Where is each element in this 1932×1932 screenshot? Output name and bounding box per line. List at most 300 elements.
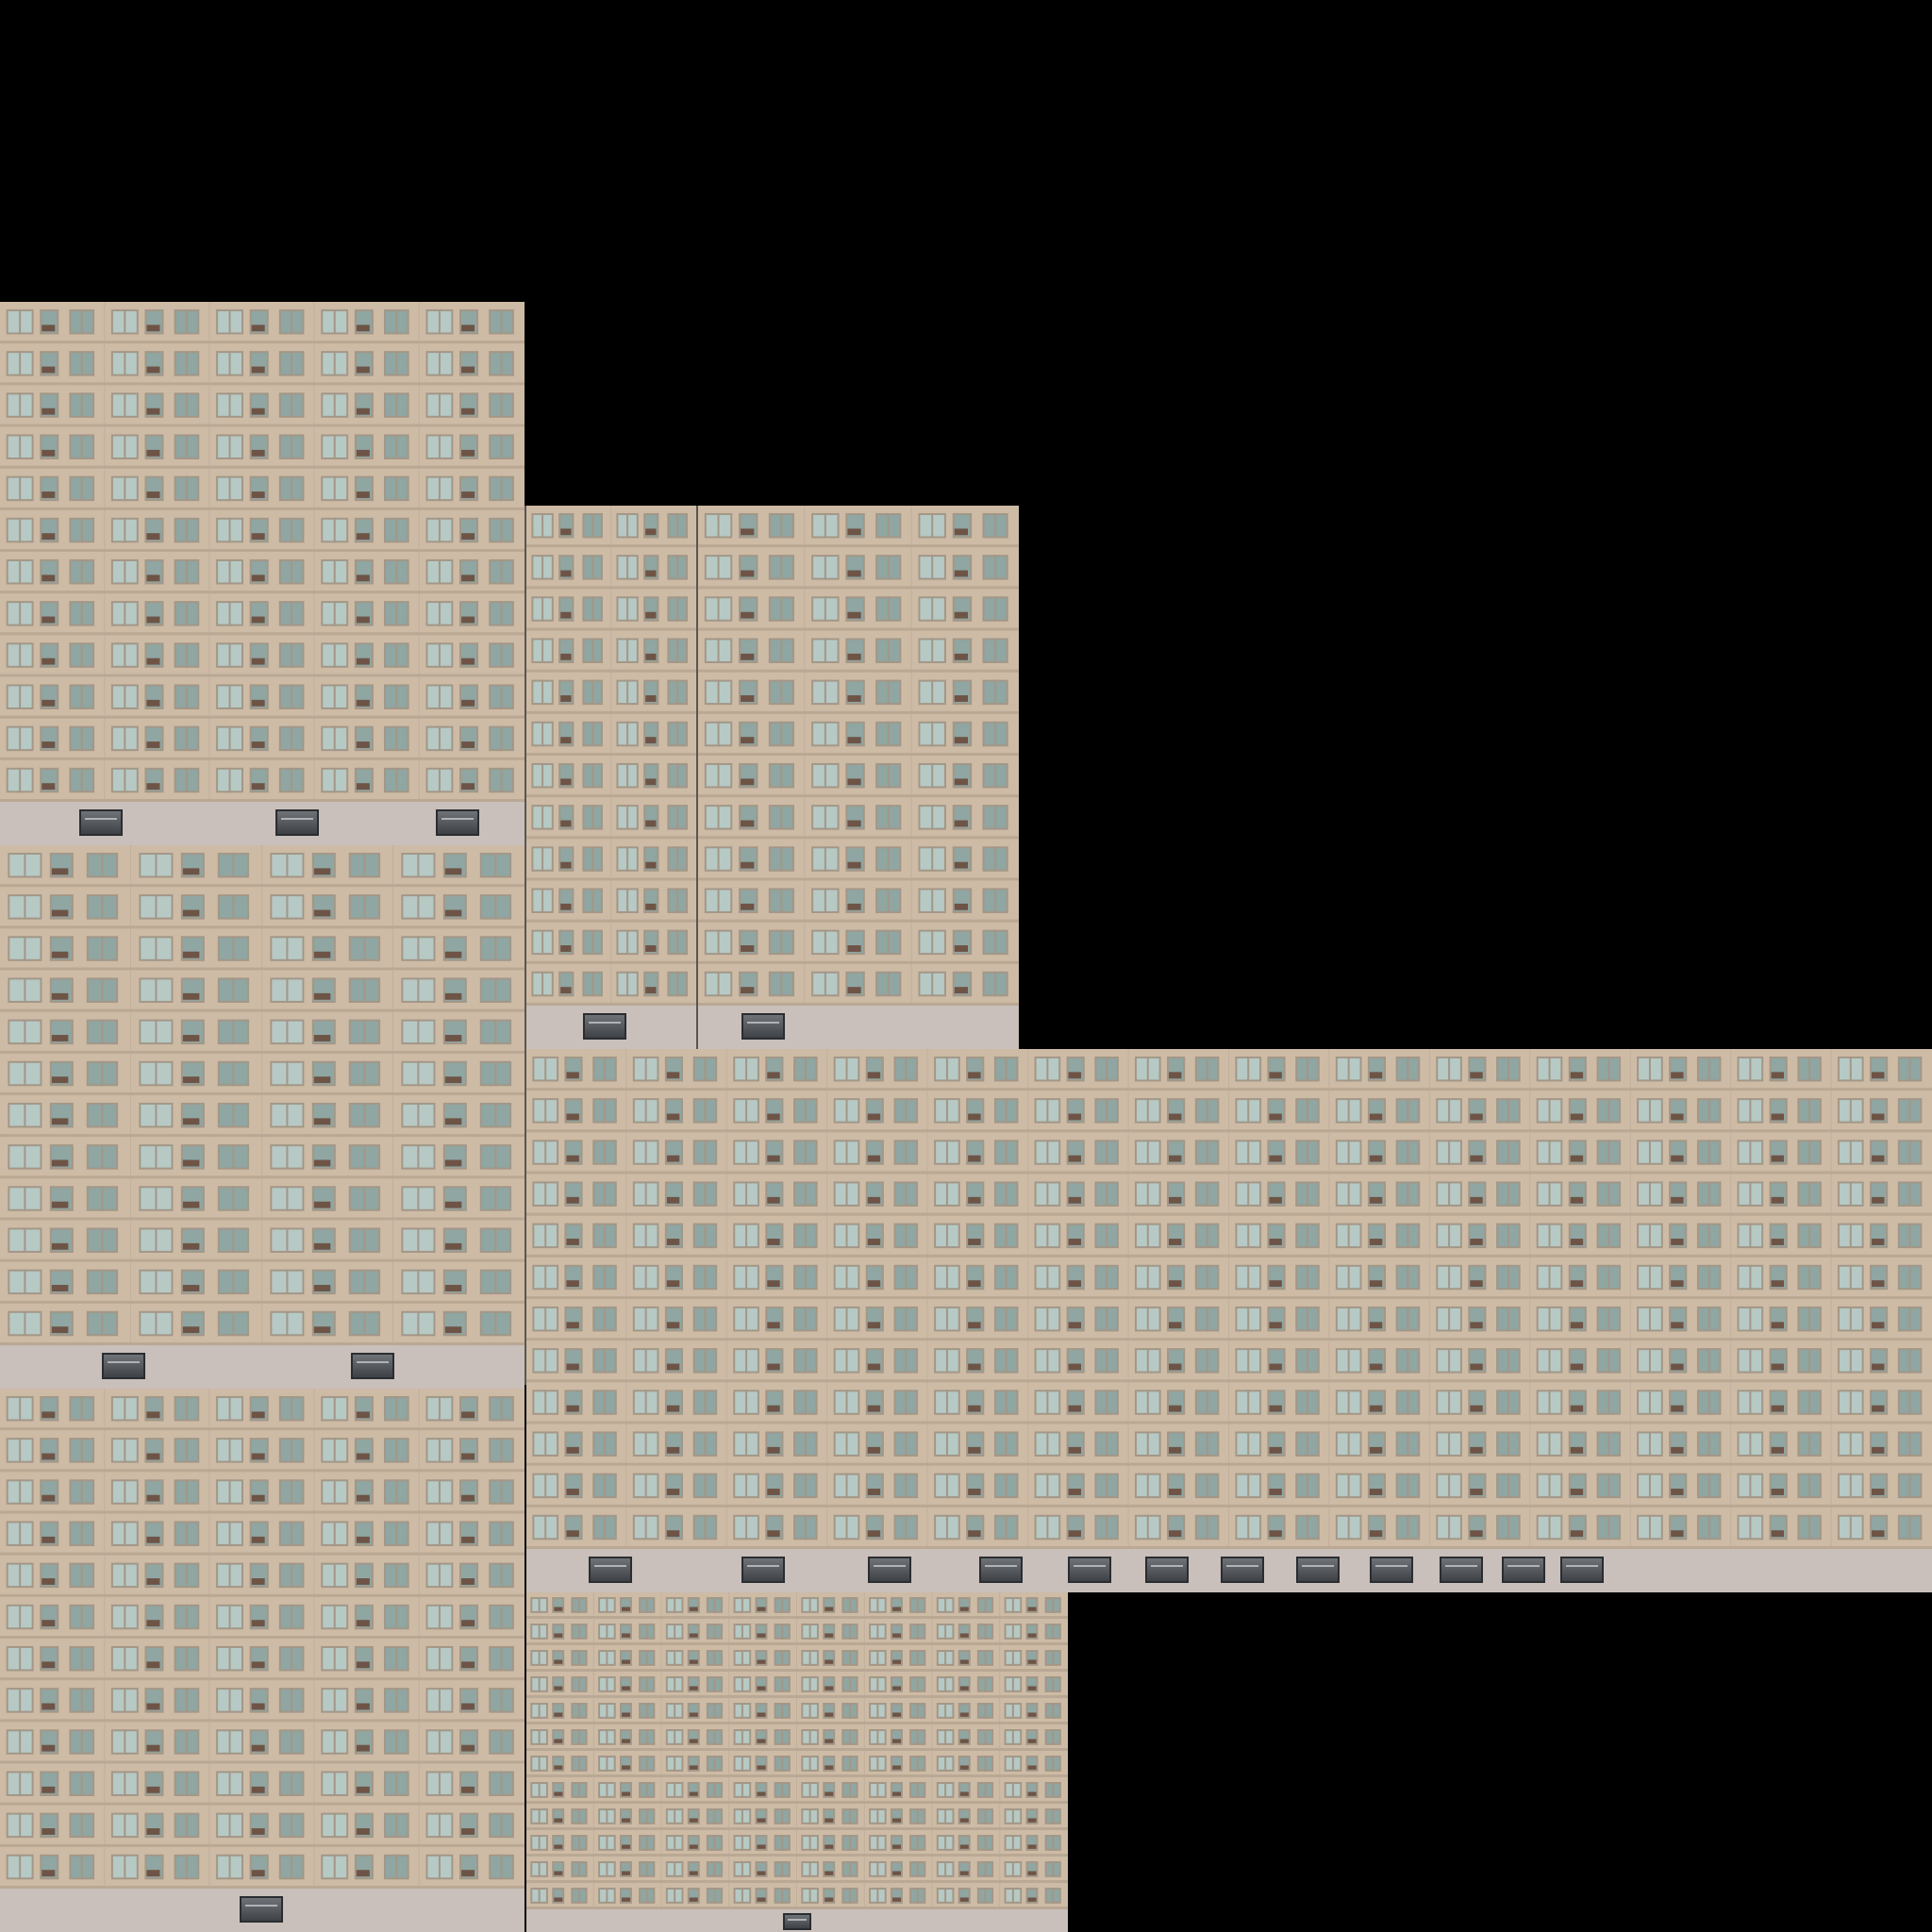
window-bay: [139, 1227, 249, 1253]
window-bay: [8, 1061, 118, 1087]
ac-unit: [1028, 1607, 1037, 1610]
ac-unit: [1169, 1114, 1181, 1121]
ac-unit: [314, 868, 331, 874]
ac-unit: [1269, 1447, 1281, 1454]
window-bay: [1738, 1431, 1822, 1457]
ac-unit: [767, 1489, 779, 1495]
facade-panel-middle-left: [0, 845, 525, 1389]
window-bay: [705, 596, 794, 622]
ac-unit: [1028, 1844, 1037, 1848]
window-bay: [937, 1808, 993, 1824]
ac-unit: [1470, 1530, 1482, 1537]
ac-unit: [847, 571, 860, 577]
window-bay: [8, 1144, 118, 1170]
window-bay: [1436, 1474, 1520, 1499]
window-bay: [8, 1103, 118, 1128]
window-bay: [321, 1563, 408, 1589]
ac-unit: [1370, 1114, 1382, 1121]
window-bay: [216, 1521, 304, 1546]
window-bay: [869, 1729, 925, 1745]
ac-unit: [314, 993, 331, 1000]
window-bay: [139, 1270, 249, 1295]
ac-unit: [1872, 1156, 1884, 1162]
ac-unit: [357, 1495, 370, 1502]
ac-unit: [955, 945, 968, 952]
floor-band: [698, 711, 1019, 714]
window-bay: [811, 763, 901, 789]
ac-unit: [741, 654, 754, 660]
ac-unit: [42, 1745, 55, 1752]
ac-unit: [1028, 1633, 1037, 1637]
ac-unit: [1671, 1530, 1683, 1537]
window-bay: [801, 1729, 858, 1745]
ac-unit: [566, 1114, 578, 1121]
window-bay: [425, 476, 513, 502]
ac-unit: [847, 612, 860, 619]
ac-unit: [252, 1704, 265, 1710]
entrance-door: [741, 1013, 785, 1040]
window-bay: [1537, 1265, 1621, 1291]
ac-unit: [252, 325, 265, 331]
window-bay: [598, 1650, 655, 1666]
window-bay: [8, 1270, 118, 1295]
ac-unit: [183, 1285, 200, 1291]
window-bay: [532, 1057, 616, 1082]
window-bay: [139, 1020, 249, 1045]
ac-unit: [252, 1578, 265, 1585]
bay-seam: [625, 1049, 626, 1549]
ac-unit: [146, 325, 159, 331]
window-bay: [1005, 1861, 1061, 1877]
window-bay: [425, 1438, 513, 1463]
ac-unit: [622, 1633, 630, 1637]
floor-band: [698, 544, 1019, 547]
window-bay: [1135, 1224, 1219, 1249]
bay-seam: [314, 302, 315, 802]
window-bay: [425, 1396, 513, 1422]
window-bay: [1336, 1515, 1420, 1541]
ac-unit: [690, 1818, 698, 1822]
ac-unit: [1370, 1322, 1382, 1328]
ac-unit: [622, 1712, 630, 1716]
window-bay: [321, 642, 408, 668]
ac-unit: [968, 1072, 980, 1078]
window-bay: [401, 1020, 511, 1045]
window-bay: [532, 1307, 616, 1332]
ac-unit: [566, 1406, 578, 1412]
ac-unit: [622, 1686, 630, 1690]
window-bay: [1537, 1515, 1621, 1541]
ac-unit: [1470, 1447, 1482, 1454]
ac-unit: [1069, 1156, 1081, 1162]
ac-unit: [42, 700, 55, 707]
ac-unit: [52, 993, 69, 1000]
ac-unit: [960, 1739, 969, 1742]
ac-unit: [52, 1160, 69, 1167]
window-bay: [598, 1624, 655, 1640]
window-bay: [530, 1756, 587, 1772]
ac-unit: [868, 1114, 880, 1121]
ac-unit: [566, 1489, 578, 1495]
window-bay: [216, 684, 304, 709]
facade-panel-dense: [526, 1592, 1068, 1932]
ac-unit: [758, 1659, 766, 1663]
ac-unit: [868, 1322, 880, 1328]
window-bay: [530, 1650, 587, 1666]
ac-unit: [1169, 1406, 1181, 1412]
window-bay: [918, 596, 1008, 622]
ac-unit: [566, 1447, 578, 1454]
ac-unit: [146, 783, 159, 790]
ac-unit: [767, 1447, 779, 1454]
ac-unit: [42, 408, 55, 415]
window-bay: [633, 1181, 717, 1207]
entrance-door: [1560, 1557, 1604, 1583]
ground-floor-band: [698, 1006, 1019, 1049]
ac-unit: [357, 1745, 370, 1752]
ac-unit: [1269, 1322, 1281, 1328]
window-bay: [598, 1808, 655, 1824]
ac-unit: [146, 658, 159, 665]
window-bay: [734, 1756, 791, 1772]
ac-unit: [445, 1243, 462, 1250]
ac-unit: [42, 491, 55, 498]
ac-unit: [357, 1411, 370, 1418]
window-bay: [1838, 1474, 1922, 1499]
entrance-door: [583, 1013, 626, 1040]
window-bay: [937, 1703, 993, 1719]
window-bay: [1537, 1431, 1621, 1457]
window-bay: [8, 1186, 118, 1211]
window-bay: [811, 513, 901, 539]
window-bay: [734, 1729, 791, 1745]
window-bay: [7, 518, 94, 543]
window-bay: [1035, 1474, 1119, 1499]
window-bay: [918, 763, 1008, 789]
window-bay: [7, 1563, 94, 1589]
ac-unit: [314, 1202, 331, 1208]
window-bay: [530, 1624, 587, 1640]
window-bay: [616, 680, 688, 706]
ac-unit: [622, 1818, 630, 1822]
ac-unit: [566, 1156, 578, 1162]
window-bay: [216, 1646, 304, 1672]
ac-unit: [560, 904, 571, 910]
ac-unit: [146, 491, 159, 498]
window-bay: [705, 763, 794, 789]
ac-unit: [1269, 1114, 1281, 1121]
window-bay: [1637, 1390, 1721, 1415]
ac-unit: [1872, 1364, 1884, 1371]
ac-unit: [461, 1828, 475, 1835]
ac-unit: [357, 367, 370, 374]
ac-unit: [1370, 1364, 1382, 1371]
ac-unit: [445, 993, 462, 1000]
window-bay: [1135, 1098, 1219, 1124]
window-bay: [918, 680, 1008, 706]
window-bay: [934, 1057, 1018, 1082]
window-bay: [1336, 1098, 1420, 1124]
window-bay: [1035, 1348, 1119, 1374]
ac-unit: [767, 1530, 779, 1537]
ac-unit: [622, 1897, 630, 1901]
ac-unit: [1470, 1156, 1482, 1162]
ac-unit: [52, 1118, 69, 1124]
ac-unit: [357, 325, 370, 331]
window-bay: [1537, 1390, 1621, 1415]
ac-unit: [461, 1870, 475, 1876]
window-bay: [734, 1624, 791, 1640]
ac-unit: [690, 1871, 698, 1874]
window-bay: [633, 1057, 717, 1082]
window-bay: [598, 1703, 655, 1719]
window-bay: [734, 1597, 791, 1613]
window-bay: [1738, 1474, 1822, 1499]
window-bay: [401, 1227, 511, 1253]
window-bay: [834, 1181, 918, 1207]
ac-unit: [52, 1243, 69, 1250]
ac-unit: [1069, 1406, 1081, 1412]
ac-unit: [357, 1661, 370, 1668]
window-bay: [1336, 1474, 1420, 1499]
ac-unit: [357, 1870, 370, 1876]
ac-unit: [847, 821, 860, 827]
floor-band: [0, 1761, 525, 1764]
window-bay: [530, 1782, 587, 1798]
window-bay: [734, 1861, 791, 1877]
ac-unit: [968, 1239, 980, 1245]
floor-band: [0, 1719, 525, 1722]
window-bay: [7, 1688, 94, 1713]
window-bay: [937, 1650, 993, 1666]
window-bay: [1838, 1181, 1922, 1207]
ac-unit: [1069, 1489, 1081, 1495]
ac-unit: [357, 658, 370, 665]
window-bay: [934, 1431, 1018, 1457]
ac-unit: [847, 528, 860, 535]
window-bay: [530, 1835, 587, 1851]
window-bay: [1838, 1348, 1922, 1374]
window-bay: [216, 1729, 304, 1755]
window-bay: [532, 1474, 616, 1499]
window-bay: [111, 1479, 199, 1505]
ac-unit: [146, 1620, 159, 1626]
ac-unit: [1269, 1530, 1281, 1537]
entrance-door: [240, 1896, 283, 1923]
facade-windows: [698, 506, 1019, 1006]
facade-panel-narrow-b: [698, 506, 1019, 1049]
window-bay: [834, 1307, 918, 1332]
window-bay: [321, 601, 408, 626]
window-bay: [1235, 1390, 1319, 1415]
window-bay: [1035, 1307, 1119, 1332]
window-bay: [616, 513, 688, 539]
window-bay: [7, 768, 94, 793]
window-bay: [216, 1688, 304, 1713]
window-bay: [216, 1563, 304, 1589]
window-bay: [425, 768, 513, 793]
window-bay: [918, 930, 1008, 956]
ac-unit: [42, 1578, 55, 1585]
floor-band: [0, 675, 525, 677]
ac-unit: [1370, 1156, 1382, 1162]
ac-unit: [42, 1787, 55, 1793]
ac-unit: [667, 1322, 679, 1328]
floor-band: [0, 341, 525, 343]
window-bay: [270, 1103, 380, 1128]
window-bay: [321, 1688, 408, 1713]
window-bay: [139, 894, 249, 920]
ac-unit: [1470, 1114, 1482, 1121]
window-bay: [401, 1144, 511, 1170]
window-bay: [918, 972, 1008, 997]
ac-unit: [554, 1607, 562, 1610]
window-bay: [1035, 1515, 1119, 1541]
window-bay: [216, 1438, 304, 1463]
ac-unit: [314, 952, 331, 958]
window-bay: [734, 1835, 791, 1851]
ac-unit: [824, 1871, 833, 1874]
ac-unit: [461, 1620, 475, 1626]
window-bay: [733, 1098, 817, 1124]
window-bay: [834, 1098, 918, 1124]
window-bay: [111, 1605, 199, 1630]
ac-unit: [960, 1607, 969, 1610]
ac-unit: [868, 1072, 880, 1078]
entrance-door: [979, 1557, 1023, 1583]
ac-unit: [1872, 1447, 1884, 1454]
window-bay: [633, 1474, 717, 1499]
ac-unit: [767, 1072, 779, 1078]
ac-unit: [560, 778, 571, 785]
window-bay: [321, 309, 408, 335]
ac-unit: [824, 1712, 833, 1716]
window-bay: [1336, 1140, 1420, 1165]
bay-seam: [1429, 1049, 1430, 1549]
window-bay: [425, 1855, 513, 1880]
window-bay: [1005, 1703, 1061, 1719]
ac-unit: [968, 1114, 980, 1121]
ac-unit: [741, 862, 754, 869]
ac-unit: [252, 1745, 265, 1752]
window-bay: [532, 1098, 616, 1124]
window-bay: [111, 1688, 199, 1713]
bay-seam: [208, 1389, 209, 1889]
ac-unit: [758, 1712, 766, 1716]
ac-unit: [824, 1897, 833, 1901]
ac-unit: [892, 1897, 901, 1901]
window-bay: [531, 596, 603, 622]
window-bay: [321, 1813, 408, 1839]
ac-unit: [1571, 1156, 1583, 1162]
window-bay: [531, 680, 603, 706]
window-bay: [8, 853, 118, 878]
window-bay: [321, 1771, 408, 1796]
ac-unit: [560, 987, 571, 993]
window-bay: [139, 853, 249, 878]
ac-unit: [741, 695, 754, 702]
floor-band: [698, 961, 1019, 964]
ac-unit: [461, 658, 475, 665]
window-bay: [8, 1311, 118, 1337]
ac-unit: [445, 1118, 462, 1124]
window-bay: [1235, 1098, 1319, 1124]
ac-unit: [868, 1239, 880, 1245]
window-bay: [633, 1140, 717, 1165]
window-bay: [531, 722, 603, 747]
ac-unit: [146, 1537, 159, 1543]
ac-unit: [1671, 1280, 1683, 1287]
ac-unit: [252, 1495, 265, 1502]
window-bay: [321, 1729, 408, 1755]
bay-seam: [610, 506, 611, 1006]
ac-unit: [560, 862, 571, 869]
ac-unit: [445, 910, 462, 917]
window-bay: [7, 1479, 94, 1505]
window-bay: [598, 1676, 655, 1692]
ac-unit: [1269, 1156, 1281, 1162]
ac-unit: [1069, 1447, 1081, 1454]
window-bay: [937, 1782, 993, 1798]
window-bay: [869, 1782, 925, 1798]
window-bay: [321, 1396, 408, 1422]
window-bay: [1537, 1307, 1621, 1332]
ac-unit: [1069, 1072, 1081, 1078]
window-bay: [1005, 1888, 1061, 1904]
ac-unit: [955, 987, 968, 993]
window-bay: [425, 1813, 513, 1839]
window-bay: [834, 1474, 918, 1499]
window-bay: [425, 434, 513, 459]
window-bay: [7, 476, 94, 502]
ac-unit: [955, 695, 968, 702]
ac-unit: [461, 1495, 475, 1502]
ac-unit: [1069, 1364, 1081, 1371]
ac-unit: [758, 1633, 766, 1637]
ac-unit: [1571, 1530, 1583, 1537]
ac-unit: [667, 1530, 679, 1537]
entrance-door: [436, 809, 479, 836]
window-bay: [216, 1771, 304, 1796]
facade-windows: [0, 1389, 525, 1889]
window-bay: [934, 1098, 1018, 1124]
ac-unit: [1028, 1871, 1037, 1874]
window-bay: [216, 476, 304, 502]
window-bay: [869, 1861, 925, 1877]
window-bay: [111, 768, 199, 793]
bay-seam: [130, 845, 131, 1345]
ac-unit: [767, 1322, 779, 1328]
ac-unit: [690, 1659, 698, 1663]
window-bay: [321, 726, 408, 752]
window-bay: [801, 1782, 858, 1798]
window-bay: [937, 1597, 993, 1613]
window-bay: [834, 1515, 918, 1541]
ac-unit: [1671, 1447, 1683, 1454]
ac-unit: [146, 1454, 159, 1460]
facade-panel-bottom-left: [0, 1389, 525, 1932]
floor-band: [0, 1636, 525, 1639]
ac-unit: [667, 1156, 679, 1162]
window-bay: [1838, 1265, 1922, 1291]
window-bay: [801, 1703, 858, 1719]
window-bay: [1005, 1597, 1061, 1613]
ac-unit: [1872, 1239, 1884, 1245]
ac-unit: [252, 533, 265, 540]
window-bay: [270, 1270, 380, 1295]
window-bay: [666, 1782, 723, 1798]
window-bay: [401, 853, 511, 878]
